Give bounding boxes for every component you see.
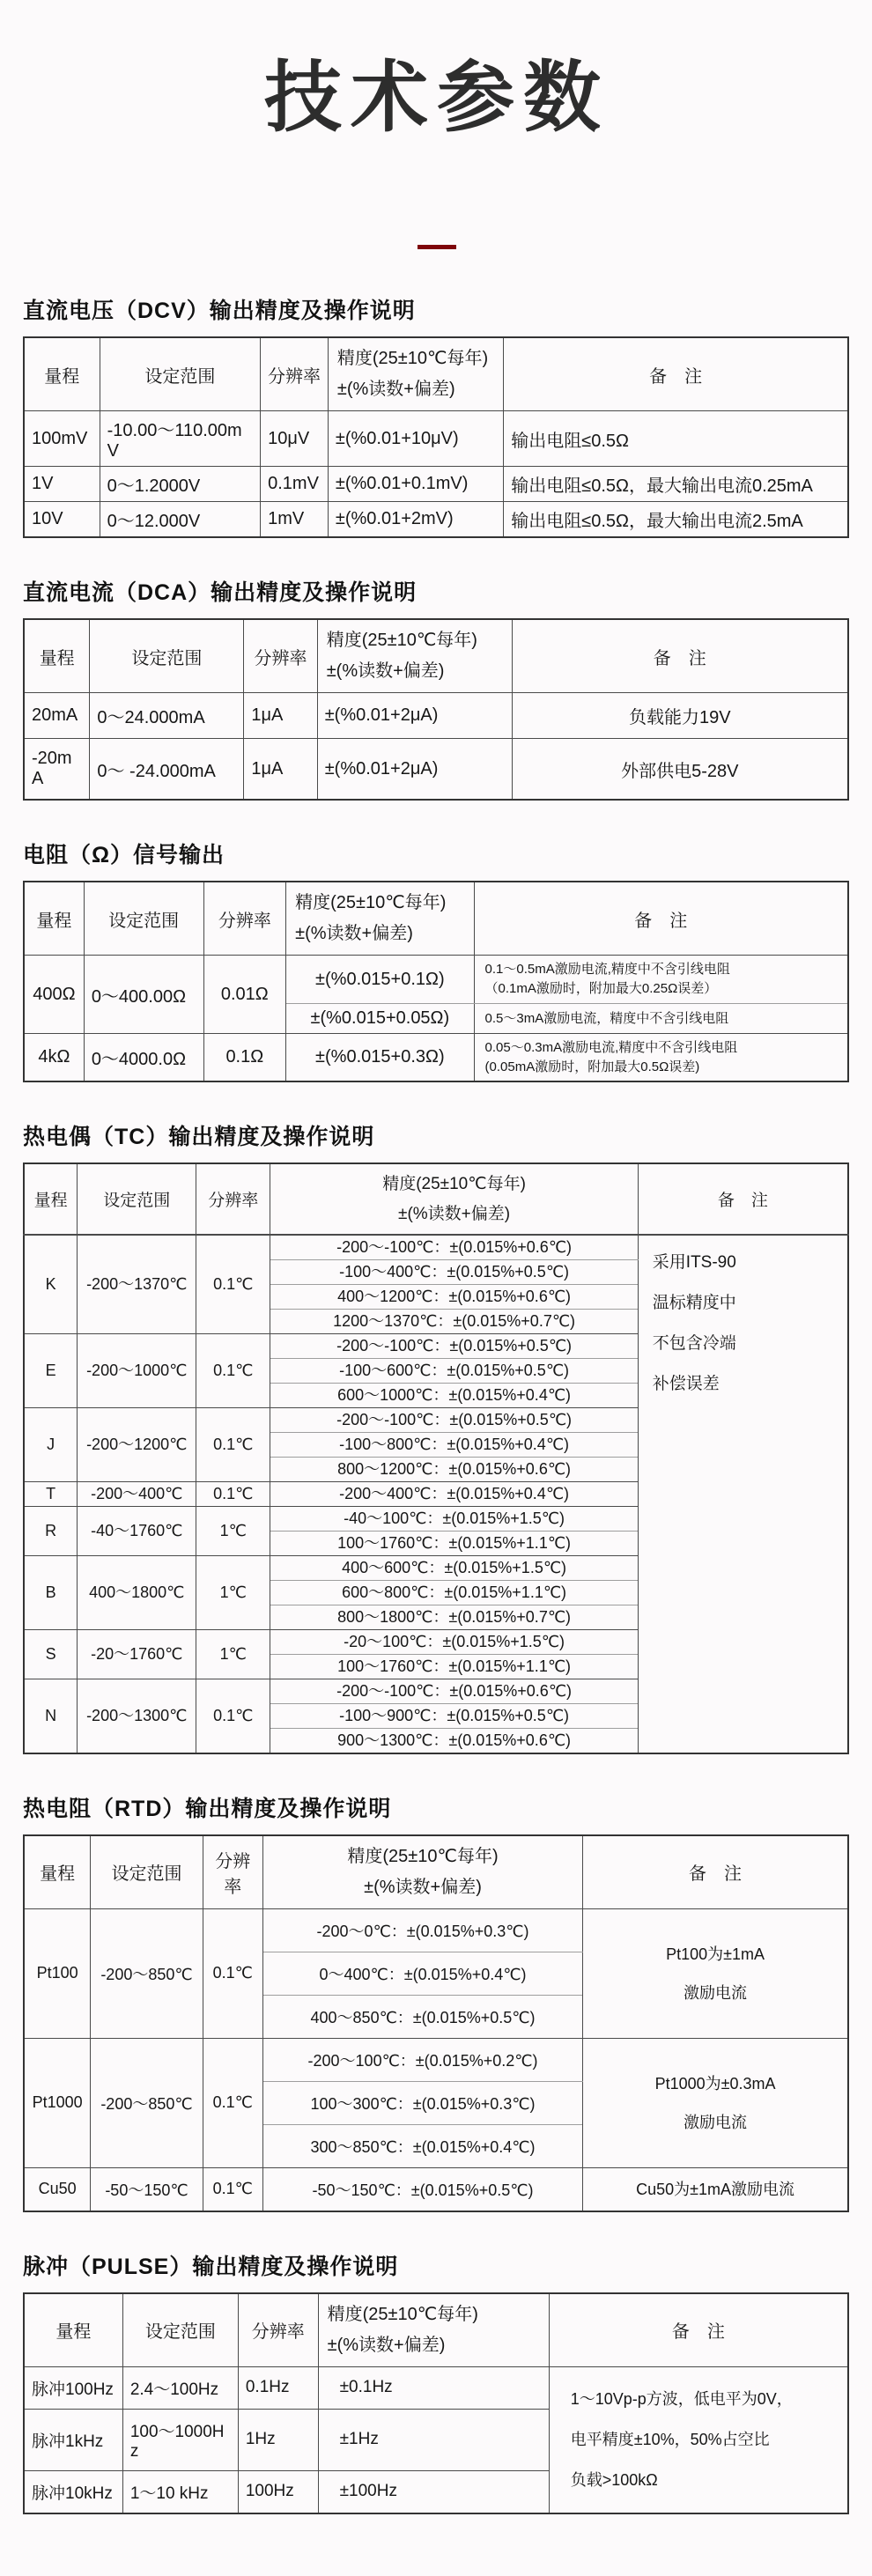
col-header-remark: 备 注 [504,337,848,411]
cell-resolution: 0.1℃ [196,1481,270,1506]
cell-set-range: 0～4000.0Ω [84,1033,203,1081]
cell-accuracy: -200～-100℃：±(0.015%+0.6℃) [270,1679,638,1703]
cell-accuracy: 100～1760℃：±(0.015%+1.1℃) [270,1531,638,1555]
col-header-remark: 备 注 [638,1163,848,1235]
table-row [24,1033,848,1081]
cell-resolution: 100Hz [238,2470,318,2513]
cell-accuracy: -200～-100℃：±(0.015%+0.5℃) [270,1333,638,1358]
cell-resolution: 0.1℃ [196,1333,270,1407]
remark-line: 温标精度中 [652,1293,736,1312]
remark-line: Pt1000为±0.3mA [654,2074,776,2093]
remark-line: （0.1mA激励时，附加最大0.25Ω误差） [484,981,718,997]
col-header-set-range: 设定范围 [78,1163,196,1235]
cell-accuracy: 1200～1370℃：±(0.015%+0.7℃) [270,1309,638,1333]
cell-accuracy: ±(%0.01+10μV) [328,411,503,467]
accuracy-header-line: 精度(25±10℃每年) [326,631,477,651]
cell-accuracy: ±(%0.01+2μA) [317,739,512,801]
cell-remark [549,2366,848,2513]
col-header-set-range: 设定范围 [84,882,203,956]
cell-remark: 输出电阻≤0.5Ω，最大输出电流2.5mA [504,502,848,538]
cell-set-range: 0～1.2000V [100,467,261,502]
table-row [24,467,848,502]
cell-resolution: 1μA [244,739,317,801]
cell-range: J [24,1407,78,1481]
section-title-dca: 直流电流（DCA）输出精度及操作说明 [23,580,418,606]
cell-accuracy: 800～1800℃：±(0.015%+0.7℃) [270,1605,638,1629]
cell-range: B [24,1555,78,1629]
cell-range: 脉冲1kHz [24,2409,122,2470]
cell-range: S [24,1629,78,1679]
accuracy-header-line: 精度(25±10℃每年) [347,1846,499,1866]
col-header-range: 量程 [24,882,84,956]
cell-remark [474,1033,848,1081]
cell-accuracy: ±(%0.015+0.05Ω) [286,1003,474,1033]
cell-range: -20mA [24,739,90,801]
cell-resolution: 1℃ [196,1506,270,1555]
cell-accuracy: -200～400℃：±(0.015%+0.4℃) [270,1481,638,1506]
cell-range: 脉冲100Hz [24,2366,122,2409]
cell-accuracy: 400～850℃：±(0.015%+0.5℃) [262,1995,582,2038]
col-header-remark: 备 注 [474,882,848,956]
cell-resolution: 0.1℃ [196,1235,270,1334]
col-header-set-range: 设定范围 [100,337,261,411]
col-header-range: 量程 [24,1835,91,1909]
cell-range: Cu50 [24,2167,91,2211]
cell-set-range: -200～1300℃ [78,1679,196,1753]
cell-accuracy: 400～1200℃：±(0.015%+0.6℃) [270,1284,638,1309]
cell-set-range: 2.4～100Hz [122,2366,238,2409]
header-row [24,619,848,693]
cell-remark [583,2038,848,2167]
section-title-tc: 热电偶（TC）输出精度及操作说明 [23,1125,375,1150]
cell-accuracy: -100～800℃：±(0.015%+0.4℃) [270,1432,638,1457]
cell-set-range: -200～1200℃ [78,1407,196,1481]
col-header-resolution: 分辨率 [196,1163,270,1235]
col-header-range: 量程 [24,2293,122,2367]
col-header-accuracy [270,1163,638,1235]
remark-line: 不包含冷端 [652,1333,736,1353]
cell-range: K [24,1235,78,1334]
col-header-resolution: 分辨率 [238,2293,318,2367]
cell-set-range: 0～12.000V [100,502,261,538]
table-row [24,2167,848,2211]
cell-resolution: 0.01Ω [203,956,286,1034]
cell-accuracy: 100～300℃：±(0.015%+0.3℃) [262,2081,582,2124]
cell-set-range: 400～1800℃ [78,1555,196,1629]
cell-set-range: -200～1370℃ [78,1235,196,1334]
col-header-resolution: 分辨率 [261,337,329,411]
accuracy-header-line: ±(%读数+偏差) [364,1877,482,1897]
header-row [24,337,848,411]
cell-accuracy: -100～900℃：±(0.015%+0.5℃) [270,1703,638,1728]
cell-resolution: 0.1℃ [203,2167,262,2211]
cell-range: 400Ω [24,956,84,1034]
cell-remark: 负载能力19V [512,693,848,739]
cell-accuracy: 0～400℃：±(0.015%+0.4℃) [262,1952,582,1995]
table-row [24,739,848,801]
cell-remark [638,1235,848,1753]
cell-accuracy: 600～800℃：±(0.015%+1.1℃) [270,1580,638,1605]
cell-remark: 输出电阻≤0.5Ω，最大输出电流0.25mA [504,467,848,502]
col-header-set-range: 设定范围 [90,619,244,693]
col-header-accuracy [317,619,512,693]
cell-set-range: 0～ -24.000mA [90,739,244,801]
col-header-resolution: 分辨率 [244,619,317,693]
rtd-table [23,1834,849,2212]
cell-accuracy: -200～-100℃：±(0.015%+0.6℃) [270,1235,638,1260]
cell-range: 4kΩ [24,1033,84,1081]
cell-accuracy: ±(%0.015+0.3Ω) [286,1033,474,1081]
page-title: 技术参数 [263,54,610,141]
cell-set-range: -200～850℃ [91,2038,203,2167]
col-header-accuracy [262,1835,582,1909]
section-tc [23,1119,851,1754]
cell-remark: 外部供电5-28V [512,739,848,801]
cell-resolution: 0.1℃ [203,2038,262,2167]
cell-accuracy: 600～1000℃：±(0.015%+0.4℃) [270,1383,638,1407]
cell-accuracy: ±1Hz [318,2409,549,2470]
cell-remark: 输出电阻≤0.5Ω [504,411,848,467]
cell-set-range: 0～24.000mA [90,693,244,739]
accuracy-header-line: 精度(25±10℃每年) [327,2304,478,2324]
dca-table [23,618,849,801]
cell-accuracy: -20～100℃：±(0.015%+1.5℃) [270,1629,638,1654]
table-row [24,956,848,1004]
accuracy-header-line: ±(%读数+偏差) [326,661,445,682]
section-title-rtd: 热电阻（RTD）输出精度及操作说明 [23,1796,392,1821]
cell-resolution: 0.1Hz [238,2366,318,2409]
accuracy-header-line: 精度(25±10℃每年) [382,1175,526,1194]
cell-accuracy: ±(%0.01+2μA) [317,693,512,739]
cell-range: Pt100 [24,1908,91,2038]
pulse-table [23,2292,849,2514]
col-header-remark: 备 注 [583,1835,848,1909]
cell-range: 20mA [24,693,90,739]
table-row [24,2366,848,2409]
header-row [24,2293,848,2367]
table-row [24,1908,848,1952]
remark-line: 激励电流 [684,1983,748,2002]
table-row [24,693,848,739]
cell-accuracy: -200～0℃：±(0.015%+0.3℃) [262,1908,582,1952]
accuracy-header-line: 精度(25±10℃每年) [336,349,489,369]
cell-remark [583,1908,848,2038]
col-header-accuracy [328,337,503,411]
cell-accuracy: -50～150℃：±(0.015%+0.5℃) [262,2167,582,2211]
cell-resolution: 0.1mV [261,467,329,502]
cell-accuracy: -40～100℃：±(0.015%+1.5℃) [270,1506,638,1531]
cell-accuracy: 900～1300℃：±(0.015%+0.6℃) [270,1728,638,1753]
accuracy-header-line: ±(%读数+偏差) [327,2335,446,2355]
accuracy-header-line: ±(%读数+偏差) [295,924,413,944]
cell-remark: Cu50为±1mA激励电流 [583,2167,848,2211]
cell-set-range: -20～1760℃ [78,1629,196,1679]
cell-remark [474,956,848,1004]
cell-accuracy: ±(%0.01+0.1mV) [328,467,503,502]
col-header-accuracy [318,2293,549,2367]
remark-line: 电平精度±10%，50%占空比 [570,2431,770,2449]
cell-resolution: 0.1℃ [196,1407,270,1481]
cell-resolution: 10μV [261,411,329,467]
table-row [24,2038,848,2081]
cell-set-range: 1～10 kHz [122,2470,238,2513]
cell-range: 1V [24,467,100,502]
dcv-table [23,336,849,538]
header-row [24,882,848,956]
remark-line: 0.1～0.5mA激励电流,精度中不含引线电阻 [484,962,730,978]
cell-set-range: -40～1760℃ [78,1506,196,1555]
table-row [24,1235,848,1260]
cell-resolution: 0.1℃ [203,1908,262,2038]
cell-range: 10V [24,502,100,538]
cell-resolution: 1μA [244,693,317,739]
cell-range: 脉冲10kHz [24,2470,122,2513]
col-header-set-range: 设定范围 [91,1835,203,1909]
cell-set-range: 0～400.00Ω [84,956,203,1034]
cell-accuracy: ±0.1Hz [318,2366,549,2409]
section-dca [23,575,851,801]
cell-resolution: 0.1℃ [196,1679,270,1753]
col-header-remark: 备 注 [549,2293,848,2367]
tc-table [23,1163,849,1754]
remark-line: 采用ITS-90 [652,1252,736,1272]
col-header-range: 量程 [24,1163,78,1235]
table-row [24,411,848,467]
resistance-table [23,881,849,1082]
cell-accuracy: 400～600℃：±(0.015%+1.5℃) [270,1555,638,1580]
section-dcv [23,293,851,538]
cell-accuracy: 300～850℃：±(0.015%+0.4℃) [262,2124,582,2167]
cell-accuracy: ±(%0.015+0.1Ω) [286,956,474,1004]
cell-set-range: -50～150℃ [91,2167,203,2211]
remark-line: 0.05～0.3mA激励电流,精度中不含引线电阻 [484,1039,738,1055]
cell-accuracy: -100～400℃：±(0.015%+0.5℃) [270,1259,638,1284]
col-header-remark: 备 注 [512,619,848,693]
cell-set-range: -200～400℃ [78,1481,196,1506]
section-resistance [23,838,851,1082]
col-header-resolution: 分辨率 [203,1835,262,1909]
col-header-accuracy [286,882,474,956]
header-row [24,1163,848,1235]
section-pulse [23,2249,851,2514]
cell-accuracy: -200～100℃：±(0.015%+0.2℃) [262,2038,582,2081]
cell-range: N [24,1679,78,1753]
cell-resolution: 1℃ [196,1629,270,1679]
col-header-resolution: 分辨率 [203,882,286,956]
cell-range: T [24,1481,78,1506]
cell-set-range: 100～1000Hz [122,2409,238,2470]
remark-line: (0.05mA激励时，附加最大0.5Ω误差) [484,1059,700,1074]
cell-range: E [24,1333,78,1407]
remark-line: 1～10Vp-p方波，低电平为0V， [570,2390,793,2409]
section-rtd [23,1791,851,2212]
section-title-pulse: 脉冲（PULSE）输出精度及操作说明 [23,2254,399,2279]
col-header-set-range: 设定范围 [122,2293,238,2367]
cell-accuracy: ±(%0.01+2mV) [328,502,503,538]
col-header-range: 量程 [24,337,100,411]
section-title-resistance: 电阻（Ω）信号输出 [23,843,225,868]
cell-set-range: -200～850℃ [91,1908,203,2038]
cell-resolution: 0.1Ω [203,1033,286,1081]
cell-set-range: -200～1000℃ [78,1333,196,1407]
cell-range: R [24,1506,78,1555]
remark-line: Pt100为±1mA [666,1945,765,1963]
cell-accuracy: 800～1200℃：±(0.015%+0.6℃) [270,1457,638,1481]
cell-remark: 0.5～3mA激励电流，精度中不含引线电阻 [474,1003,848,1033]
cell-accuracy: 100～1760℃：±(0.015%+1.1℃) [270,1654,638,1679]
cell-set-range: -10.00～110.00mV [100,411,261,467]
cell-range: 100mV [24,411,100,467]
section-title-dcv: 直流电压（DCV）输出精度及操作说明 [23,299,416,324]
col-header-range: 量程 [24,619,90,693]
accuracy-header-line: 精度(25±10℃每年) [295,893,447,913]
accuracy-header-line: ±(%读数+偏差) [398,1204,511,1223]
remark-line: 补偿误差 [652,1374,720,1393]
header-row [24,1835,848,1909]
remark-line: 负载>100kΩ [570,2471,658,2490]
cell-accuracy: -100～600℃：±(0.015%+0.5℃) [270,1358,638,1383]
cell-accuracy: -200～-100℃：±(0.015%+0.5℃) [270,1407,638,1432]
accuracy-header-line: ±(%读数+偏差) [336,380,455,400]
title-divider [418,245,456,249]
table-row [24,502,848,538]
cell-resolution: 1℃ [196,1555,270,1629]
cell-resolution: 1Hz [238,2409,318,2470]
remark-line: 激励电流 [684,2113,748,2131]
cell-accuracy: ±100Hz [318,2470,549,2513]
cell-resolution: 1mV [261,502,329,538]
cell-range: Pt1000 [24,2038,91,2167]
